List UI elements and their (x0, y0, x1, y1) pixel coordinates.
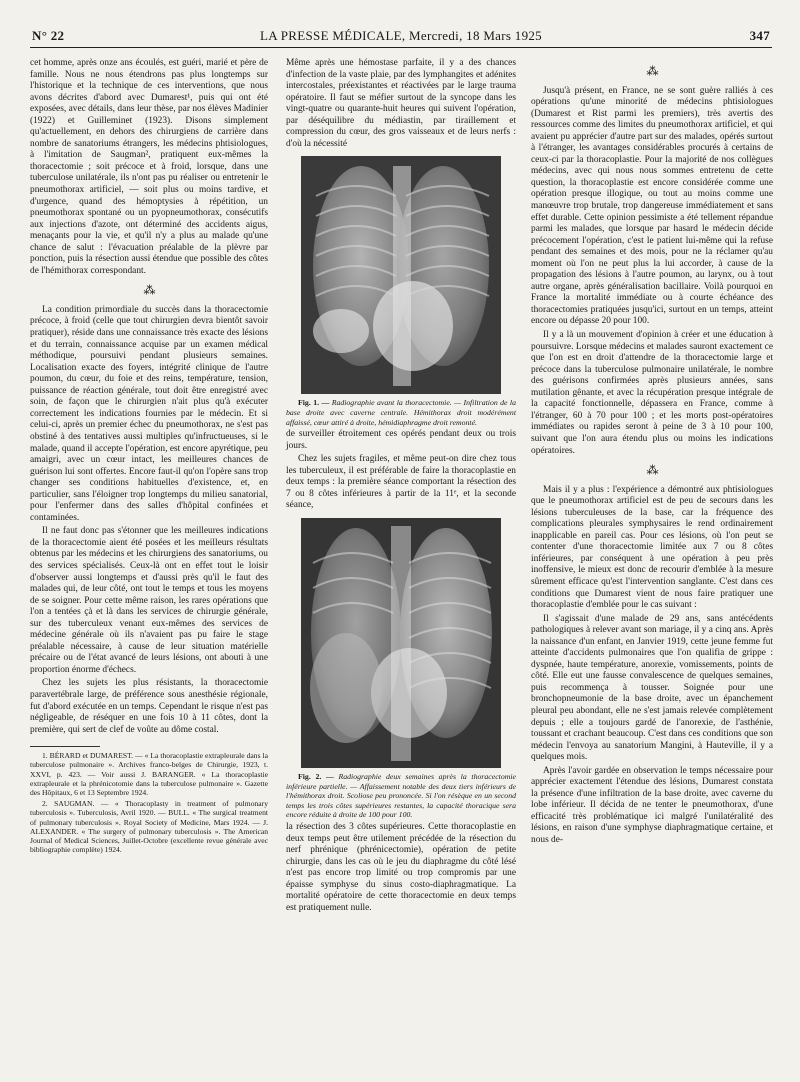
paragraph: de surveiller étroitement ces opérés pendant deux ou trois jours. (286, 429, 516, 451)
paragraph: Chez les sujets fragiles, et même peut-on dire chez tous les tuberculeux, il est préférable de faire la thoracoplastie en deux temps : la première séance comportant la résection des 7 ou 8 côtes inférieures à partir de la 11ᵉ, et la seconde séance, (286, 454, 516, 511)
paragraph: Il s'agissait d'une malade de 29 ans, sans antécédents pathologiques à relever avant son mariage, il y a cinq ans. Après la naissance d'un enfant, en Janvier 1919, cette jeune femme fut atteinte d'accidents pulmonaires que l'on qualifia de grippe : dyspnée, haute température, anorexie, vomissements, points de côté. Elle eut une fausse convalescence de quelques semaines, puis recommença à tousser. Soignée pour une bronchopneumonie de la base droite, avec un épanchement pleural peu abondant, elle ne s'est jamais relevée complètement depuis ; elle a toujours gardé de l'anorexie, de l'asthénie, toussant et crachant beaucoup. C'est dans ces conditions que son médecin l'envoya au sanatorium Mangini, à Hauteville, il y a quelques mois. (531, 613, 773, 763)
figure-2-radiograph (301, 518, 501, 768)
figure-2-label: Fig. 2. — (298, 771, 334, 781)
journal-title: LA PRESSE MÉDICALE, Mercredi, 18 Mars 1925 (260, 28, 542, 43)
footnote: 1. BÉRARD et DUMAREST. — « La thoracoplastie extrapleurale dans la tuberculose pulmonaire ». Archives franco-belges de Chirurgie, 1923, t. XXVI, p. 423. — Voir aussi J. BARANGER. « La thoracoplastie extrapleurale et la phrénicotomie dans la tuberculose pulmonaire ». Gazette des Hôpitaux, 6 et 13 Septembre 1924. (30, 751, 268, 797)
issue-number: N° 22 (32, 28, 65, 43)
page-number: 347 (749, 28, 770, 43)
paragraph: Jusqu'à présent, en France, ne se sont guère ralliés à ces opérations qu'une minorité de médecins phtisiologues (Dumarest et Rist parmi les premiers), très avertis des ressources comme des limites du pneumothorax artificiel, et qui avaient pu apprécier d'autre part sur des malades, opérés surtout à l'étranger, les avantages considérables procurés à certains de ceux-ci par la thoracoplastie. Pour la majorité de nos collègues médecins, avec qui nous nous sommes entretenu de cette question, la thoracoplastie est encore considérée comme une opération presque illogique, ou tout au moins comme une manœuvre trop brutale, trop dangereuse immédiatement et sans effet durable. Cette opinion pessimiste a été tellement répandue parmi les malades, que lorsque par hasard le médecin décide précocement l'opération, c'est le patient lui-même qui la refuse pendant des semaines et des mois, pour ne la réclamer qu'au moment où l'on ne peut plus la lui accorder, à cause de la propagation des lésions à l'autre poumon, au larynx, ou à tout autre organe, après généralisation bacillaire. Voilà pourquoi en France la mortalité immédiate ou à courte échéance des thoracectomies pratiquées jusqu'ici, surtout en un temps, atteint encore ou dépasse 20 pour 100. (531, 85, 773, 327)
footnote: 2. SAUGMAN. — « Thoracoplasty in treatment of pulmonary tuberculosis ». Tuberculosis, Avril 1920. — BULL. « The surgical treatment of pulmonary tuberculosis ». Royal Society of Medicine, Mars 1924. — J. ALEXANDER. « The surgery of pulmonary tuberculosis ». The American Journal of Medical Sciences, Juillet-Octobre (excellente revue générale avec bibliographie complète) 1924. (30, 799, 268, 855)
paragraph: Il ne faut donc pas s'étonner que les meilleures indications de la thoracectomie aient été posées et les meilleurs résultats obtenus par les médecins et les chirurgiens des sanatoriums, ou des services spécialisés. Ceux-là ont en effet tout le loisir d'observer aussi longtemps et d'aussi près qu'il le faut des malades qui, de leur côté, ont tout le temps et tous les moyens de se soigner. Pour cette même raison, les rares opérations que l'on a tentées çà et là dans les services de chirurgie générale, sur des tuberculeux venant eux-mêmes des services de médecine générale où ils n'avaient pas pu faire le stage préalable nécessaire, à cause de leur situation matérielle précaire ou de l'état avancé de leurs lésions, ont abouti à une proportion énorme d'échecs. (30, 526, 268, 675)
section-separator: ⁂ (646, 64, 658, 78)
figure-1-caption (286, 398, 516, 427)
figure-1-label: Fig. 1. — (298, 398, 330, 408)
figure-1-radiograph (301, 156, 501, 394)
page-header (30, 26, 772, 48)
paragraph: Après l'avoir gardée en observation le temps nécessaire pour apprécier exactement l'étendue des lésions, Dumarest constata la présence d'une infiltration de la base droite, avec caverne du lobe inférieur. Il décida de ne tenter le pneumothorax, d'une efficacité très problématique ici malgré l'unilatéralité des lésions, en raison d'une symphyse diaphragmatique certaine, et nous de- (531, 765, 773, 845)
section-separator: ⁂ (646, 463, 658, 478)
figure-2-caption (286, 772, 516, 820)
column-3 (531, 58, 773, 849)
section-separator: ⁂ (143, 283, 155, 298)
figure-1-text: Radiographie avant la thoracectomie. — Infiltration de la base droite avec caverne centrale. Hémithorax droit modérément affaissé, cœur attiré à droite, hémidiaphragme droit remonté. (286, 398, 516, 427)
paragraph: la résection des 3 côtes supérieures. Cette thoracoplastie en deux temps peut être utilement précédée de la résection du nerf phrénique (phrénicectomie), opération de petite chirurgie, dans les cas où le jeu du diaphragme du côté lésé n'est pas encore trop limité ou trop compromis par une épaisse symphyse du sinus costo-diaphragmatique. La mortalité opératoire de cette thoracectomie en deux temps est pratiquement nulle. (286, 821, 516, 913)
paragraph: Chez les sujets les plus résistants, la thoracectomie paravertébrale large, de préférence sous anesthésie régionale, fut d'abord exécutée en un temps. Cependant le risque n'est pas négligeable, de réséquer en une fois 10 à 11 côtes, dont la première, qui sert de clef de voûte au dôme costal. (30, 678, 268, 735)
figure-2-text: Radiographie deux semaines après la thoracectomie inférieure partielle. — Affaissement notable des deux tiers inférieurs de l'hémithorax droit. Scoliose peu prononcée. Si l'on résèque en un second temps les trois côtes supérieures restantes, la capacité thoracique sera encore réduite à droite de 100 pour 100. (286, 771, 517, 820)
paragraph: Mais il y a plus : l'expérience a démontré aux phtisiologues que le pneumothorax artificiel est de peu de secours dans les lésions tuberculeuses de la base, car la fréquence des complications pleurales symphysaires le rend ordinairement inapplicable en pareil cas. Pour ces lésions, où l'on peut se contenter d'une thoracectomie limitée aux 7 ou 8 côtes inférieures, par conséquent à une opération à peu près inoffensive, le mieux est donc de recourir d'emblée à la mesure sûrement efficace qu'est l'intervention sanglante. C'est dans ces conditions que Dumarest vient de nous faire pratiquer une thoracoplastie d'emblée pour le cas suivant : (531, 484, 773, 611)
paragraph: Même après une hémostase parfaite, il y a des chances d'infection de la vaste plaie, par des lymphangites et adénites intercostales, préexistantes et réactivées par le large trauma opératoire. Il faut se méfier surtout de la syncope dans les vingt-quatre ou quarante-huit heures qui suivent l'opération, par déséquilibre du médiastin, par tiraillement et compression du cœur, des gros vaisseaux et de leurs nerfs : d'où la nécessité (286, 58, 516, 149)
paragraph: Il y a là un mouvement d'opinion à créer et une éducation à poursuivre. Lorsque médecins et malades sauront exactement ce que l'on est en droit d'attendre de la thoracectomie large et précoce dans la tuberculose pulmonaire unilatérale, le nombre des guérisons confirmées après plusieurs années, sans mutilation gênante, et avec la récupération presque intégrale de la capacité fonctionnelle, dépassera en France, comme à l'étranger, 60 à 70 pour 100 ; et les morts post-opératoires immédiates ou rapides seront à peine de 3 à 10 pour 100, suivant que l'on aura étendu plus ou moins les indications opératoires. (531, 330, 773, 456)
column-1 (30, 58, 268, 856)
footnote-rule (30, 746, 100, 747)
paragraph: La condition primordiale du succès dans la thoracectomie précoce, à froid (celle que tout chirurgien devra bientôt savoir pratiquer), réside dans une connaissance très exacte des lésions et du terrain, connaissance acquise par un examen médical méthodique, poursuivi pendant plusieurs semaines. Localisation exacte des foyers, intégrité clinique de l'autre poumon, du cœur, du foie et des reins, température, tension, puissance de réaction générale, tout doit être enregistré avec soin, de façon que le chirurgien n'ait plus qu'à exécuter correctement les indications fournies par le médecin. Et si celui-ci, après un premier échec du pneumothorax, ne s'est pas obstiné à des tentatives aussi multiples qu'infructueuses, si le malade, quand il accepte l'opération, est encore apyrétique, peu amaigri, avec un cœur intact, les meilleures chances de guérison lui sont offertes. Encore faut-il qu'on l'opère sans trop changer ses conditions habituelles d'existence, et, en particulier, sans l'éloigner trop longtemps du milieu sanatorial, pour l'enfermer dans des salles d'hôpital confinées et contaminées. (30, 304, 268, 523)
paragraph: cet homme, après onze ans écoulés, est guéri, marié et père de famille. Nous ne nous étendrons pas plus longtemps sur l'historique et la technique de ces interventions, que nous avons décrites d'abord avec Dumarest¹, puis qui ont été exposées, avec détails, dans leur thèse, par nos élèves Madinier (1922) et Guilleminet (1923). Disons simplement qu'actuellement, en dehors des chirurgiens de carrière dans nombre de sanatoriums étrangers, les médecins phtisiologues, à l'imitation de Saugman², pratiquent eux-mêmes la thoracectomie ; soit précoce et à froid, lorsque, dans une tuberculose unilatérale, ils n'ont pas pu réaliser ou entretenir le pneumothorax artificiel, — soit plus ou moins tardive, et d'urgence, quand des hémoptysies à répétition, un pneumothorax spontané ou un pyopneumothorax, consécutifs aux injections d'azote, ont déterminé des accidents aigus, menaçants pour la vie, et qu'il n'y a plus au malade qu'une chance de salut : l'évacuation préalable de la plèvre par ponction, puis la résection aussi étendue que possible des côtes de l'hémithorax correspondant. (30, 58, 268, 276)
column-2 (286, 58, 516, 916)
